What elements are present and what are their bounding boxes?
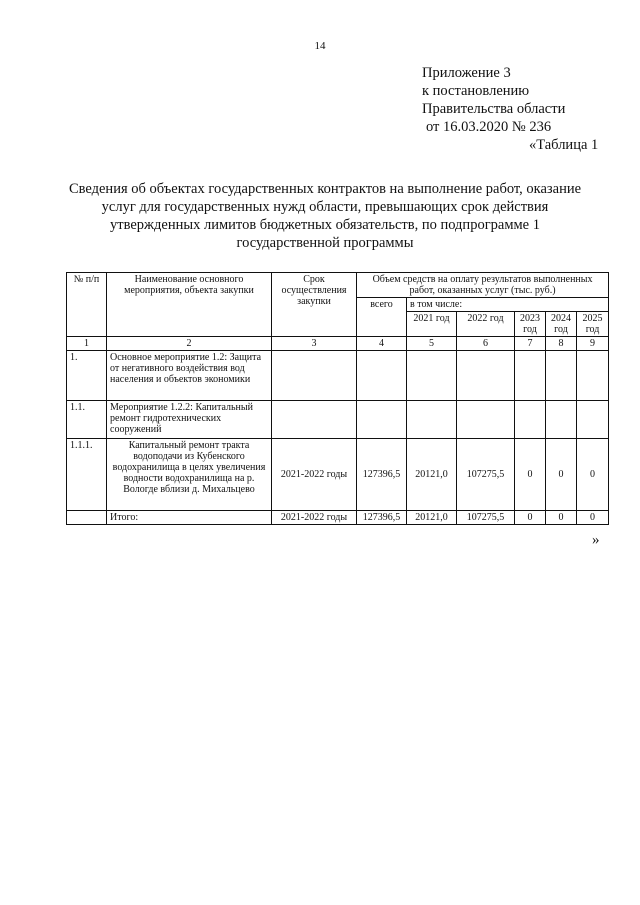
appendix-reference [422,64,598,154]
row-2022 [457,401,515,439]
row-num: 1.1. [67,401,107,439]
header-term: Срок осуществления закупки [272,273,357,337]
table-row [67,439,609,511]
header-row-1 [67,273,609,298]
row-2021: 20121,0 [407,439,457,511]
row-2022: 107275,5 [457,439,515,511]
appendix-line-1: Приложение 3 [422,65,511,81]
header-including: в том числе: [407,298,609,312]
col-number: 7 [515,337,546,351]
row-2024: 0 [546,439,577,511]
row-2023: 0 [515,439,546,511]
header-total: всего [357,298,407,337]
row-2025 [577,401,609,439]
col-number: 3 [272,337,357,351]
page-number: 14 [314,40,326,52]
row-num: 1.1.1. [67,439,107,511]
row-2025 [577,351,609,401]
row-term [272,351,357,401]
header-2023: 2023 год [515,312,546,337]
contracts-table [66,272,609,525]
column-number-row [67,337,609,351]
row-total [357,351,407,401]
row-2021 [407,401,457,439]
row-name: Основное мероприятие 1.2: Защита от негативного воздействия вод населения и объектов экономики [107,351,272,401]
totals-row [67,511,609,525]
row-2024 [546,401,577,439]
row-term: 2021-2022 годы [272,439,357,511]
col-number: 1 [67,337,107,351]
appendix-line-2: к постановлению [422,83,530,99]
col-number: 9 [577,337,609,351]
row-num: 1. [67,351,107,401]
row-total [357,401,407,439]
totals-label: Итого: [107,511,272,525]
header-2021: 2021 год [407,312,457,337]
header-name: Наименование основного мероприятия, объекта закупки [107,273,272,337]
totals-2025: 0 [577,511,609,525]
row-2023 [515,401,546,439]
col-number: 4 [357,337,407,351]
row-total: 127396,5 [357,439,407,511]
header-2022: 2022 год [457,312,515,337]
header-num: № п/п [67,273,107,337]
appendix-line-3: Правительства области [422,101,566,117]
table-row [67,351,609,401]
totals-total: 127396,5 [357,511,407,525]
col-number: 2 [107,337,272,351]
col-number: 6 [457,337,515,351]
row-2022 [457,351,515,401]
col-number: 5 [407,337,457,351]
closing-quote: » [592,532,600,548]
appendix-line-4: от 16.03.2020 № 236 [426,119,552,135]
row-2025: 0 [577,439,609,511]
header-2025: 2025 год [577,312,609,337]
row-name: Капитальный ремонт тракта водоподачи из Кубенского водохранилища в целях увеличения водности водохранилища на р. Вологде вблизи д. Михальцево [107,439,272,511]
row-2024 [546,351,577,401]
totals-2024: 0 [546,511,577,525]
header-2024: 2024 год [546,312,577,337]
document-heading: Сведения об объектах государственных контрактов на выполнение работ, оказание услуг для государственных нужд области, превышающих срок действия утвержденных лимитов бюджетных обязательств, по подпрограмме 1 государственной программы [68,181,582,251]
totals-num-cell [67,511,107,525]
col-number: 8 [546,337,577,351]
totals-2022: 107275,5 [457,511,515,525]
totals-2021: 20121,0 [407,511,457,525]
table-row [67,401,609,439]
row-term [272,401,357,439]
row-2023 [515,351,546,401]
row-name: Мероприятие 1.2.2: Капитальный ремонт гидротехнических сооружений [107,401,272,439]
header-volume: Объем средств на оплату результатов выполненных работ, оказанных услуг (тыс. руб.) [357,273,609,298]
totals-2023: 0 [515,511,546,525]
row-2021 [407,351,457,401]
totals-term: 2021-2022 годы [272,511,357,525]
table-label: «Таблица 1 [529,137,599,153]
